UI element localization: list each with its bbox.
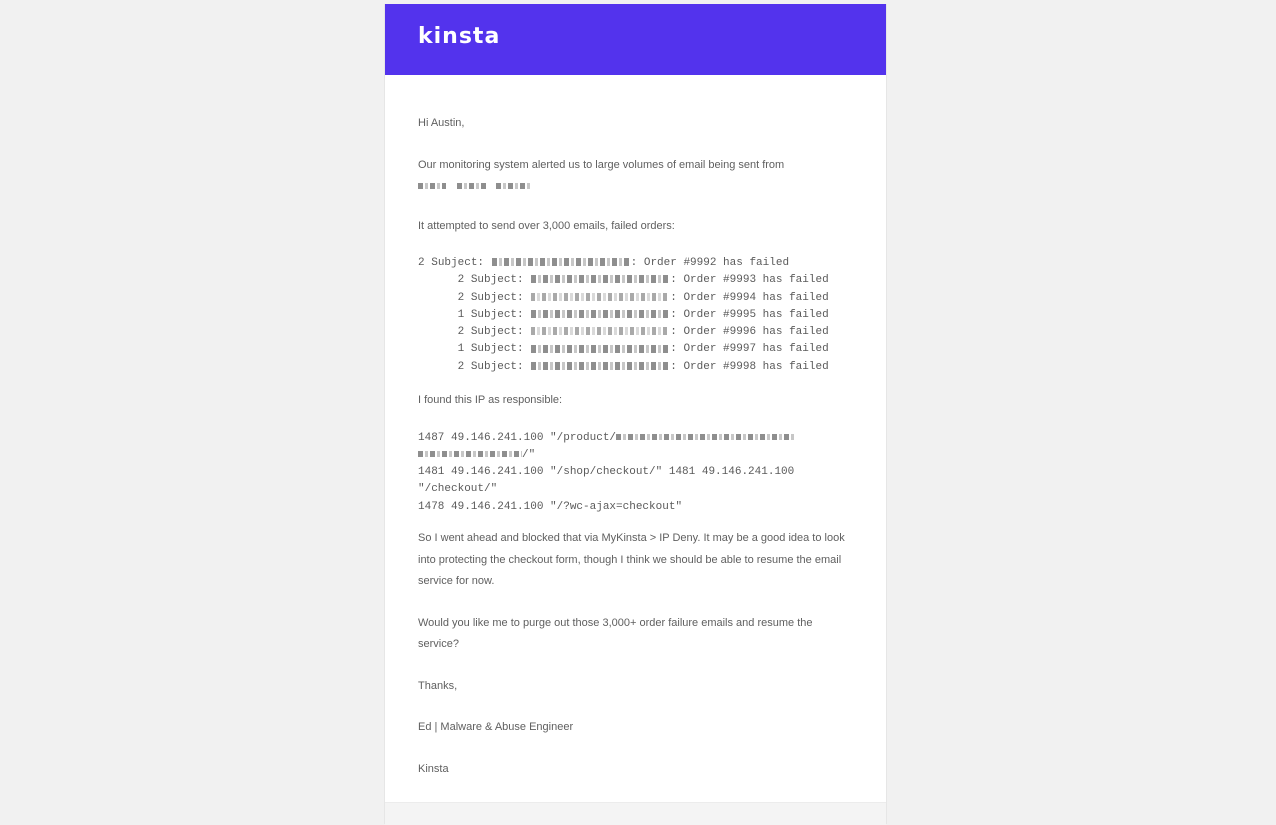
blocked-paragraph: So I went ahead and blocked that via MyKinsta > IP Deny. It may be a good idea to look into protecting the checkout form, though I think we should be able to resume the email service for now. — [418, 532, 845, 588]
monitoring-paragraph — [418, 155, 853, 198]
company-line: Kinsta — [418, 762, 449, 775]
redacted-subject — [531, 345, 669, 353]
redacted-product-path — [616, 434, 796, 440]
redacted-subject — [531, 275, 669, 283]
log-line: 1487 49.146.241.100 "/product/ — [418, 430, 853, 447]
email-header — [385, 4, 886, 75]
monitoring-text: Our monitoring system alerted us to large volumes of email being sent from — [418, 158, 785, 171]
email-body — [385, 75, 886, 780]
log-line: /" — [418, 447, 853, 464]
redacted-subject — [531, 293, 669, 301]
email-card — [384, 4, 887, 824]
redacted-site-url — [457, 183, 487, 189]
subject-row: 2 Subject: : Order #9992 has failed — [418, 257, 790, 269]
redacted-subject — [531, 362, 669, 370]
redacted-product-path — [418, 451, 522, 457]
subject-row: 1 Subject: : Order #9995 has failed — [457, 308, 829, 321]
redacted-subject — [531, 310, 669, 318]
redacted-site-url — [496, 183, 530, 189]
subject-row: 2 Subject: : Order #9994 has failed — [457, 291, 829, 304]
thanks-line: Thanks, — [418, 679, 458, 692]
signature-line: Ed | Malware & Abuse Engineer — [418, 721, 574, 734]
subject-row: 2 Subject: : Order #9998 has failed — [457, 360, 829, 373]
purge-paragraph: Would you like me to purge out those 3,000+ order failure emails and resume the service? — [418, 616, 813, 651]
subject-list — [418, 255, 853, 376]
log-line: 1478 49.146.241.100 "/?wc-ajax=checkout" — [418, 500, 683, 513]
attempted-paragraph: It attempted to send over 3,000 emails, failed orders: — [418, 219, 675, 232]
log-line: 1481 49.146.241.100 "/shop/checkout/" 1481 49.146.241.100 — [418, 466, 795, 479]
subject-row: 2 Subject: : Order #9993 has failed — [457, 274, 829, 287]
ip-paragraph: I found this IP as responsible: — [418, 394, 563, 407]
subject-row: 1 Subject: : Order #9997 has failed — [457, 343, 829, 356]
greeting: Hi Austin, — [418, 117, 465, 129]
redacted-subject — [492, 258, 630, 266]
redacted-subject — [531, 327, 669, 335]
redacted-site-url — [418, 183, 446, 189]
kinsta-logo: kinsta — [418, 24, 501, 49]
subject-row: 2 Subject: : Order #9996 has failed — [457, 326, 829, 339]
log-line: "/checkout/" — [418, 483, 498, 496]
access-log — [418, 430, 853, 516]
